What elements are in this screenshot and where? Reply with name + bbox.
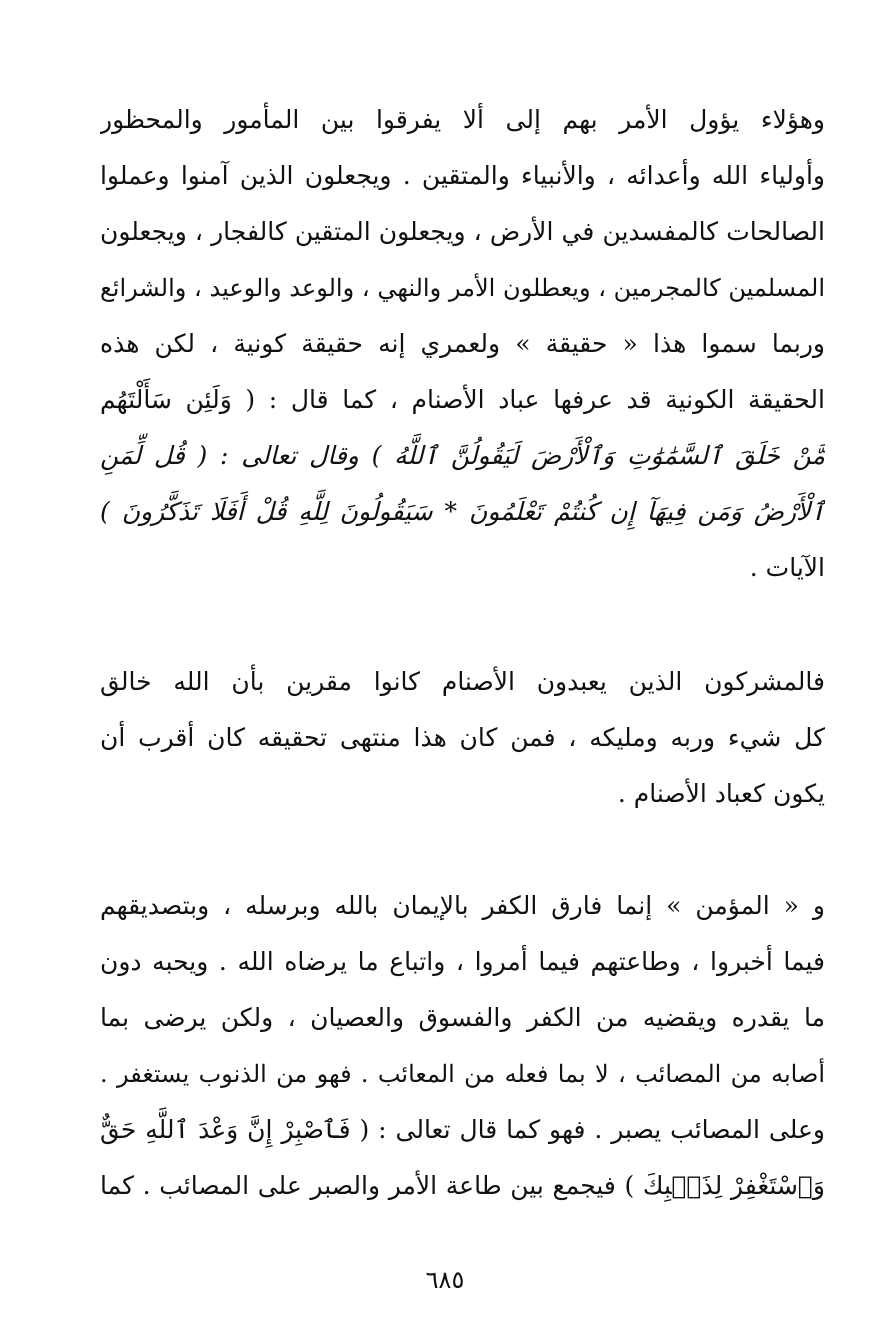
text-line: فيما أخبروا ، وطاعتهم فيما أمروا ، واتباع ما يرضاه الله . ويحبه دون <box>100 947 825 976</box>
paragraph-3 <box>100 878 825 1214</box>
text-line: كل شيء وربه ومليكه ، فمن كان هذا منتهى تحقيقه كان أقرب أن <box>100 723 825 752</box>
text-line: فالمشركون الذين يعبدون الأصنام كانوا مقرين بأن الله خالق <box>100 667 825 696</box>
text-line: يكون كعباد الأصنام . <box>617 779 825 808</box>
text-line: و « المؤمن » إنما فارق الكفر بالإيمان بالله وبرسله ، وبتصديقهم <box>100 891 825 920</box>
text-line: الصالحات كالمفسدين في الأرض ، ويجعلون المتقين كالفجار ، ويجعلون <box>100 217 825 246</box>
quran-verse-line: مَّنْ خَلَقَ ٱلسَّمَٰوَٰتِ وَٱلْأَرْضَ لَيَقُولُنَّ ٱللَّهُ ) وقال تعالى : ( قُل لِّمَنِ <box>100 441 825 470</box>
page-number: ٦٨٥ <box>425 1266 465 1294</box>
text-line: المسلمين كالمجرمين ، ويعطلون الأمر والنهي ، والوعد والوعيد ، والشرائع <box>100 274 825 302</box>
text-line: وربما سموا هذا « حقيقة » ولعمري إنه حقيقة كونية ، لكن هذه <box>100 329 825 358</box>
text-line: الآيات . <box>749 553 825 582</box>
text-line: ما يقدره ويقضيه من الكفر والفسوق والعصيان ، ولكن يرضى بما <box>100 1003 825 1032</box>
text-line: وعلى المصائب يصبر . فهو كما قال تعالى : ( فَٱصْبِرْ إِنَّ وَعْدَ ٱللَّهِ حَقٌّ <box>100 1115 825 1144</box>
text-line: أصابه من المصائب ، لا بما فعله من المعائب . فهو من الذنوب يستغفر . <box>100 1060 825 1088</box>
paragraph-2 <box>100 654 825 822</box>
text-line: وهؤلاء يؤول الأمر بهم إلى ألا يفرقوا بين المأمور والمحظور <box>100 105 825 134</box>
text-line: وَٱسْتَغْفِرْ لِذَنۢبِكَ ) فيجمع بين طاعة الأمر والصبر على المصائب . كما <box>100 1171 825 1200</box>
text-line: وأولياء الله وأعدائه ، والأنبياء والمتقين . ويجعلون الذين آمنوا وعملوا <box>100 161 825 190</box>
paragraph-1 <box>100 92 825 596</box>
quran-verse-line: ٱلْأَرْضُ وَمَن فِيهَآ إِن كُنتُمْ تَعْلَمُونَ * سَيَقُولُونَ لِلَّهِ قُلْ أَفَلَا تَذَكَّرُونَ ) <box>100 497 825 526</box>
text-line: الحقيقة الكونية قد عرفها عباد الأصنام ، كما قال : ( وَلَئِن سَأَلْتَهُم <box>100 385 825 414</box>
